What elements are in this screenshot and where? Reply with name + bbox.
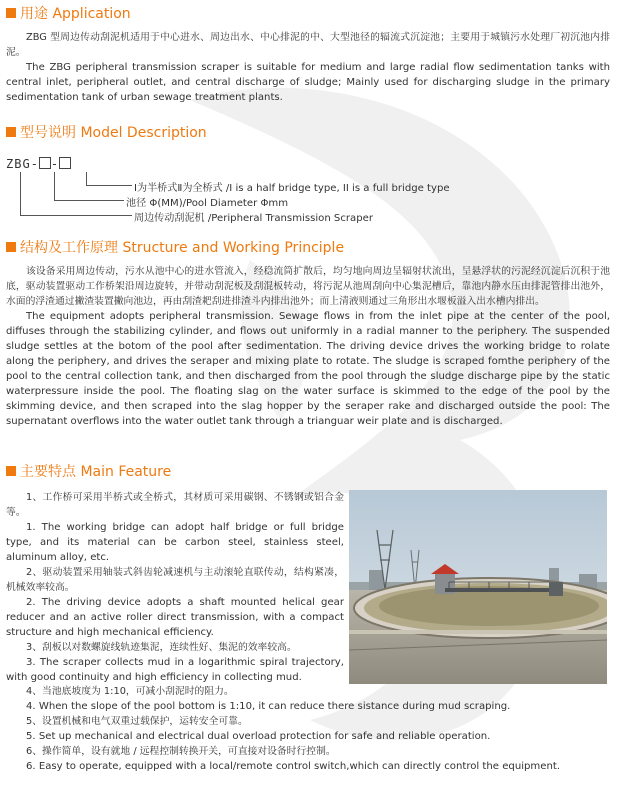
feature-cn: 3、刮板以对数螺旋线轨迹集泥，连续性好、集泥的效率较高。	[26, 642, 297, 653]
feature-cn: 6、操作简单，设有就地 / 远程控制转换开关，可直接对设备时行控制。	[26, 746, 336, 757]
feature-cn: 2、驱动装置采用轴装式斜齿轮减速机与主动滚轮直联传动，结构紧凑，机械效率较高。	[6, 567, 344, 593]
structure-heading	[6, 237, 610, 257]
model-code-prefix: ZBG	[6, 157, 31, 171]
structure-title: 结构及工作原理 Structure and Working Principle	[20, 240, 345, 256]
application-cn: ZBG 型周边传动刮泥机适用于中心进水、周边出水、中心排泥的中、大型池径的辐流式沉淀池；主要用于城镇污水处理厂初沉池内排泥。	[6, 32, 610, 58]
feature-en: 6. Easy to operate, equipped with a local/remote control switch,which can directly control the equipment.	[26, 761, 561, 772]
bridge-type-box	[59, 157, 71, 169]
model-label-diameter: 池径 Φ(MM)/Pool Diameter Φmm	[126, 198, 289, 209]
application-title: 用途 Application	[20, 6, 131, 22]
features-list	[6, 490, 344, 685]
feature-en: 5. Set up mechanical and electrical dual overload protection for safe and reliable operation.	[26, 731, 491, 742]
diameter-box	[39, 157, 51, 169]
structure-section	[6, 237, 610, 257]
feature-cn: 4、当池底坡度为 1:10，可减小刮泥时的阻力。	[26, 686, 234, 697]
sedimentation-tank-photo	[349, 490, 607, 684]
bullet-square	[6, 242, 16, 252]
model-dash: -	[30, 157, 39, 171]
feature-en: 4. When the slope of the pool bottom is 1:10, it can reduce there sistance during mud scraping.	[26, 701, 511, 712]
feature-cn: 5、设置机械和电气双重过载保护，运转安全可靠。	[26, 716, 248, 727]
structure-en: The equipment adopts peripheral transmission. Sewage flows in from the inlet pipe at the center of the pool, diffuses through the stabilizing cylinder, and flows out uniformly in a radial manner to the periphery. The suspended sludge settles at the botom of the pool after sedimentation. The driving device drives the working bridge to rolate along the periphery, and drives the seraper and mixing plate to rotate. The sludge is scraped fomthe periphery of the pool to the central collection tank, and then discharged from the pool through the sludge discharge pipe by the static waterpressure inside the pool. The floating slag on the water surface is skimmed to the edge of the pool by the skimming device, and then scraped into the slag hopper by the seraper rake and discharged outside the pool: The supernatant overflows into the water outlet tank through a trianguar weir plate and is discharged.	[6, 311, 610, 427]
model-label-scraper: 周边传动刮泥机 /Peripheral Transmission Scraper	[134, 213, 373, 224]
model-title: 型号说明 Model Description	[20, 125, 207, 141]
model-code	[6, 157, 71, 171]
feature-cn: 1、工作桥可采用半桥式或全桥式，其材质可采用碳钢、不锈钢或铝合金等。	[6, 492, 344, 518]
bullet-square	[6, 466, 16, 476]
model-heading	[6, 122, 610, 142]
bullet-square	[6, 127, 16, 137]
model-dash: -	[50, 157, 60, 171]
model-section	[6, 122, 610, 142]
features-heading	[6, 461, 610, 481]
application-body	[6, 30, 610, 105]
features-title: 主要特点 Main Feature	[20, 464, 172, 480]
bullet-square	[6, 8, 16, 18]
features-list-full	[6, 684, 610, 774]
application-en: The ZBG peripheral transmission scraper is suitable for medium and large radial flow sedimentation tanks with central inlet, peripheral outlet, and central discharge of sludge; Mainly used for discharging sludge in the primary sedimentation tank of urban sewage treatment plants.	[6, 62, 610, 103]
features-section	[6, 461, 610, 481]
structure-cn: 该设备采用周边传动，污水从池中心的进水管流入，经稳流筒扩散后，均匀地向周边呈辐射状流出，呈悬浮状的污泥经沉淀后沉积于池底，驱动装置驱动工作桥架沿周边旋转，并带动刮泥板及刮混板转动，将污泥从池周刮向中心集泥槽后，靠池内静水压由排泥管排出池外，水面的浮渣通过撇渣装置撇向池边，再由刮渣耙刮进排渣斗内排出池外；而上清液则通过三角形出水堰板溢入出水槽内排出。	[6, 266, 610, 307]
application-section	[6, 3, 610, 23]
structure-body	[6, 264, 610, 429]
model-label-bridge-type: Ⅰ为半桥式Ⅱ为全桥式 /I is a half bridge type, II is a full bridge type	[134, 183, 450, 194]
feature-en: 1. The working bridge can adopt half bridge or full bridge type, and its material can be carbon steel, stainless steel, aluminum alloy, etc.	[6, 522, 344, 563]
feature-en: 3. The scraper collects mud in a logarithmic spiral trajectory, with good continuity and high efficiency in collecting mud.	[6, 657, 344, 683]
application-heading	[6, 3, 610, 23]
model-diagram	[6, 155, 476, 225]
feature-en: 2. The driving device adopts a shaft mounted helical gear reducer and an active roller direct transmission, with a compact structure and high mechanical efficiency.	[6, 597, 344, 638]
